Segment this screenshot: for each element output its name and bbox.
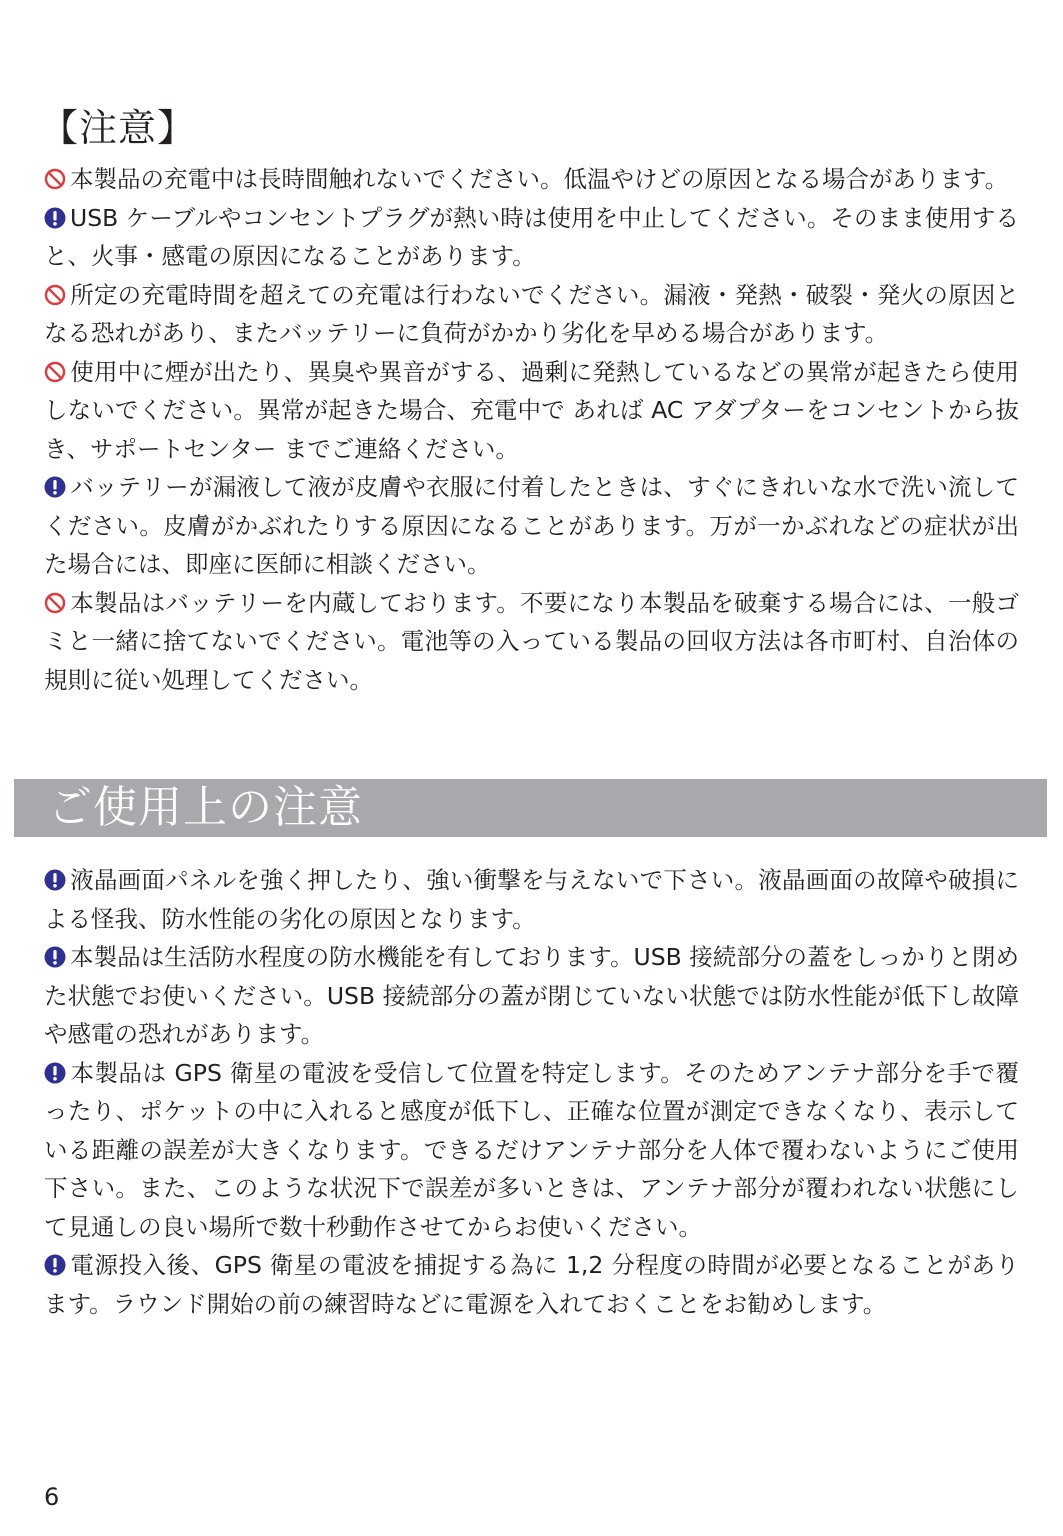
usage-notes-list [44,861,1019,1323]
notice-text: 使用中に煙が出たり、異臭や異音がする、過剰に発熱しているなどの異常が起きたら使用しないでください。異常が起きた場合、充電中で あれば AC アダプターをコンセントから抜き、サポートセンター までご連絡ください。 [44,357,1019,463]
notice-item [44,468,1019,584]
section-title: ご使用上の注意 [48,782,363,833]
caution-list [44,160,1019,699]
notice-text: 本製品は生活防水程度の防水機能を有しております。USB 接続部分の蓋をしっかりと閉めた状態でお使いください。USB 接続部分の蓋が閉じていない状態では防水性能が低下し故障や感電の恐れがあります。 [44,943,1019,1048]
caution-heading: 【注意】 [40,106,197,151]
prohibited-icon [44,284,66,306]
notice-text: 本製品はバッテリーを内蔵しております。不要になり本製品を破棄する場合には、一般ゴミと一緒に捨てないでください。電池等の入っている製品の回収方法は各市町村、自治体の規則に従い処理してください。 [44,588,1019,694]
notice-item [44,1054,1019,1247]
notice-item [44,353,1019,469]
section-header-bar [14,779,1047,837]
notice-item [44,938,1019,1054]
notice-text: 本製品の充電中は長時間触れないでください。低温やけどの原因となる場合があります。 [70,165,1009,193]
prohibited-icon [44,592,66,614]
notice-text: 本製品は GPS 衛星の電波を受信して位置を特定します。そのためアンテナ部分を手で覆ったり、ポケットの中に入れると感度が低下し、正確な位置が測定できなくなり、表示している距離の誤差が大きくなります。できるだけアンテナ部分を人体で覆わないようにご使用下さい。また、このような状況下で誤差が多いときは、アンテナ部分が覆われない状態にして見通しの良い場所で数十秒動作させてからお使いください。 [44,1058,1019,1241]
exclamation-icon [44,946,66,968]
exclamation-icon [44,869,66,891]
notice-item [44,276,1019,353]
exclamation-icon [44,1254,66,1276]
notice-item [44,160,1019,199]
notice-item [44,584,1019,700]
exclamation-icon [44,207,66,229]
notice-text: バッテリーが漏液して液が皮膚や衣服に付着したときは、すぐにきれいな水で洗い流してください。皮膚がかぶれたりする原因になることがあります。万が一かぶれなどの症状が出た場合には、即座に医師に相談ください。 [44,473,1019,578]
notice-text: 液晶画面パネルを強く押したり、強い衝撃を与えないで下さい。液晶画面の故障や破損による怪我、防水性能の劣化の原因となります。 [44,866,1019,933]
notice-text: 電源投入後、GPS 衛星の電波を捕捉する為に 1,2 分程度の時間が必要となることがあります。ラウンド開始の前の練習時などに電源を入れておくことをお勧めします。 [44,1251,1019,1318]
exclamation-icon [44,1062,66,1084]
notice-item [44,861,1019,938]
page-number: 6 [44,1483,60,1511]
notice-item [44,199,1019,276]
prohibited-icon [44,361,66,383]
notice-text: 所定の充電時間を超えての充電は行わないでください。漏液・発熱・破裂・発火の原因となる恐れがあり、またバッテリーに負荷がかかり劣化を早める場合があります。 [44,280,1019,347]
prohibited-icon [44,168,66,190]
exclamation-icon [44,476,66,498]
notice-item [44,1246,1019,1323]
notice-text: USB ケーブルやコンセントプラグが熱い時は使用を中止してください。そのまま使用すると、火事・感電の原因になることがあります。 [44,203,1019,270]
